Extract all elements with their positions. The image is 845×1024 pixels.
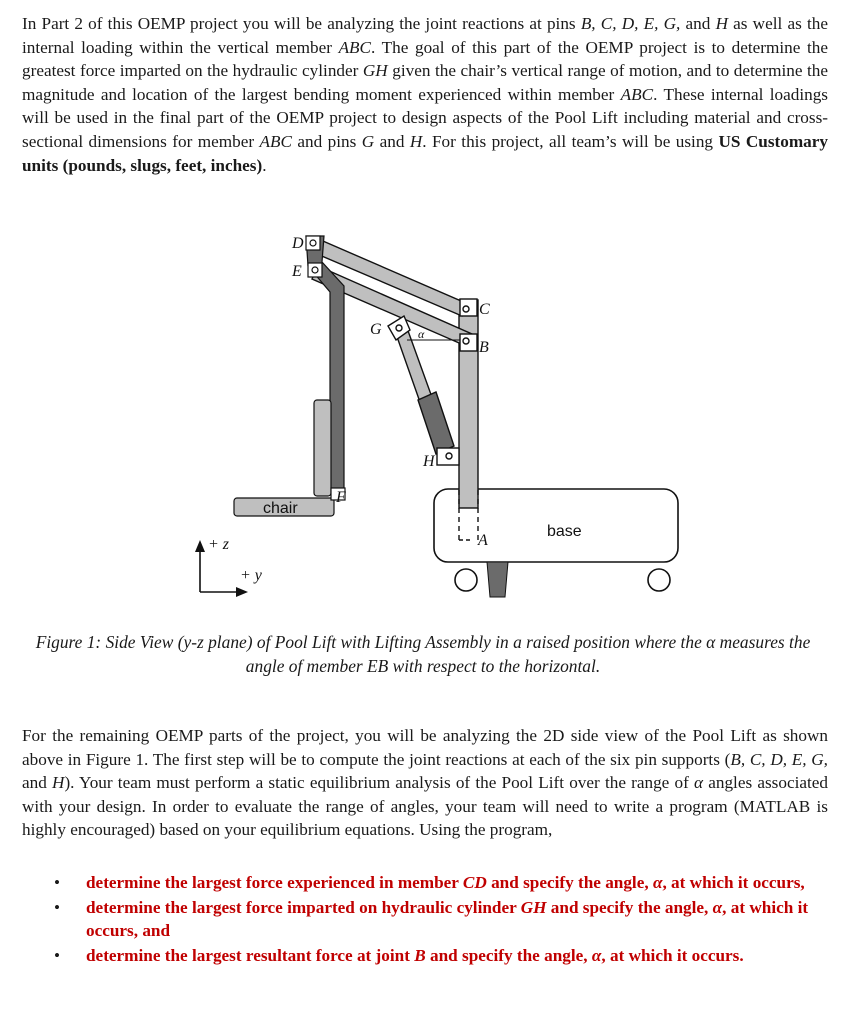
bullet-icon: •: [54, 897, 61, 917]
pin-c: [463, 306, 469, 312]
label-e: E: [292, 263, 302, 280]
chair-back: [314, 400, 331, 496]
pin-e: [312, 267, 318, 273]
units-statement: US Customary units (pounds, slugs, feet, inches): [22, 131, 828, 175]
task-item-cd: • determine the largest force experienced in member CD and specify the angle, α, at which it occurs,: [40, 871, 828, 895]
pin-b: [463, 338, 469, 344]
label-b: B: [479, 339, 489, 356]
label-c: C: [479, 301, 490, 318]
pin-h: [446, 453, 452, 459]
instructions-paragraph: For the remaining OEMP parts of the project, you will be analyzing the 2D side view of the Pool Lift as shown above in Figure 1. The first step will be to compute the joint reactions at each of the six pin supports (B, C, D, E, G, and H). Your team must perform a static equilibrium analysis of the Pool Lift over the range of α angles associated with your design. In order to evaluate the range of angles, your team will need to write a program (MATLAB is highly encouraged) based on your equilibrium equations. Using the program,: [22, 726, 828, 840]
label-d: D: [292, 235, 304, 252]
base-wheel-right: [648, 569, 670, 591]
pin-g: [396, 325, 402, 331]
label-alpha: α: [418, 327, 425, 341]
z-axis-arrow: [195, 540, 205, 552]
task-item-gh: • determine the largest force imparted on hydraulic cylinder GH and specify the angle, α, at which it occurs, and: [54, 897, 809, 941]
hydraulic-cylinder-gh: [418, 392, 454, 454]
base-wheel-left: [455, 569, 477, 591]
bullet-icon: •: [54, 945, 61, 965]
intro-paragraph: In Part 2 of this OEMP project you will be analyzing the joint reactions at pins B, C, D, E, G, and H as well as the internal loading within the vertical member ABC. The goal of this part of the OEMP project is to determine the greatest force imparted on the hydraulic cylinder GH given the chair’s vertical range of motion, and to determine the magnitude and location of the largest bending moment experienced within member ABC. These internal loadings will be used in the final part of the OEMP project to design aspects of the Pool Lift including material and cross-sectional dimensions for member ABC and pins G and H. For this project, all team’s will be using US Customary units (pounds, slugs, feet, inches).: [22, 14, 829, 175]
task-item-b: • determine the largest resultant force at joint B and specify the angle, α, at which it occurs.: [40, 944, 828, 968]
y-axis-arrow: [236, 587, 248, 597]
label-y-axis: + y: [240, 567, 262, 584]
label-a: A: [478, 532, 488, 549]
task-list: [40, 871, 828, 968]
label-h: H: [423, 453, 435, 470]
bullet-icon: •: [54, 873, 61, 892]
pin-d: [310, 240, 316, 246]
label-base: base: [547, 523, 582, 540]
label-z-axis: + z: [208, 536, 230, 553]
pin-list: B, C, D, E, G,: [580, 14, 681, 33]
label-chair: chair: [263, 500, 298, 517]
label-f: F: [336, 489, 346, 506]
base-foot: [487, 562, 508, 597]
figure-caption: Figure 1: Side View (y-z plane) of Pool Lift with Lifting Assembly in a raised position where the α measures the angle of member EB with respect to the horizontal.: [35, 632, 811, 676]
label-g: G: [370, 321, 382, 338]
